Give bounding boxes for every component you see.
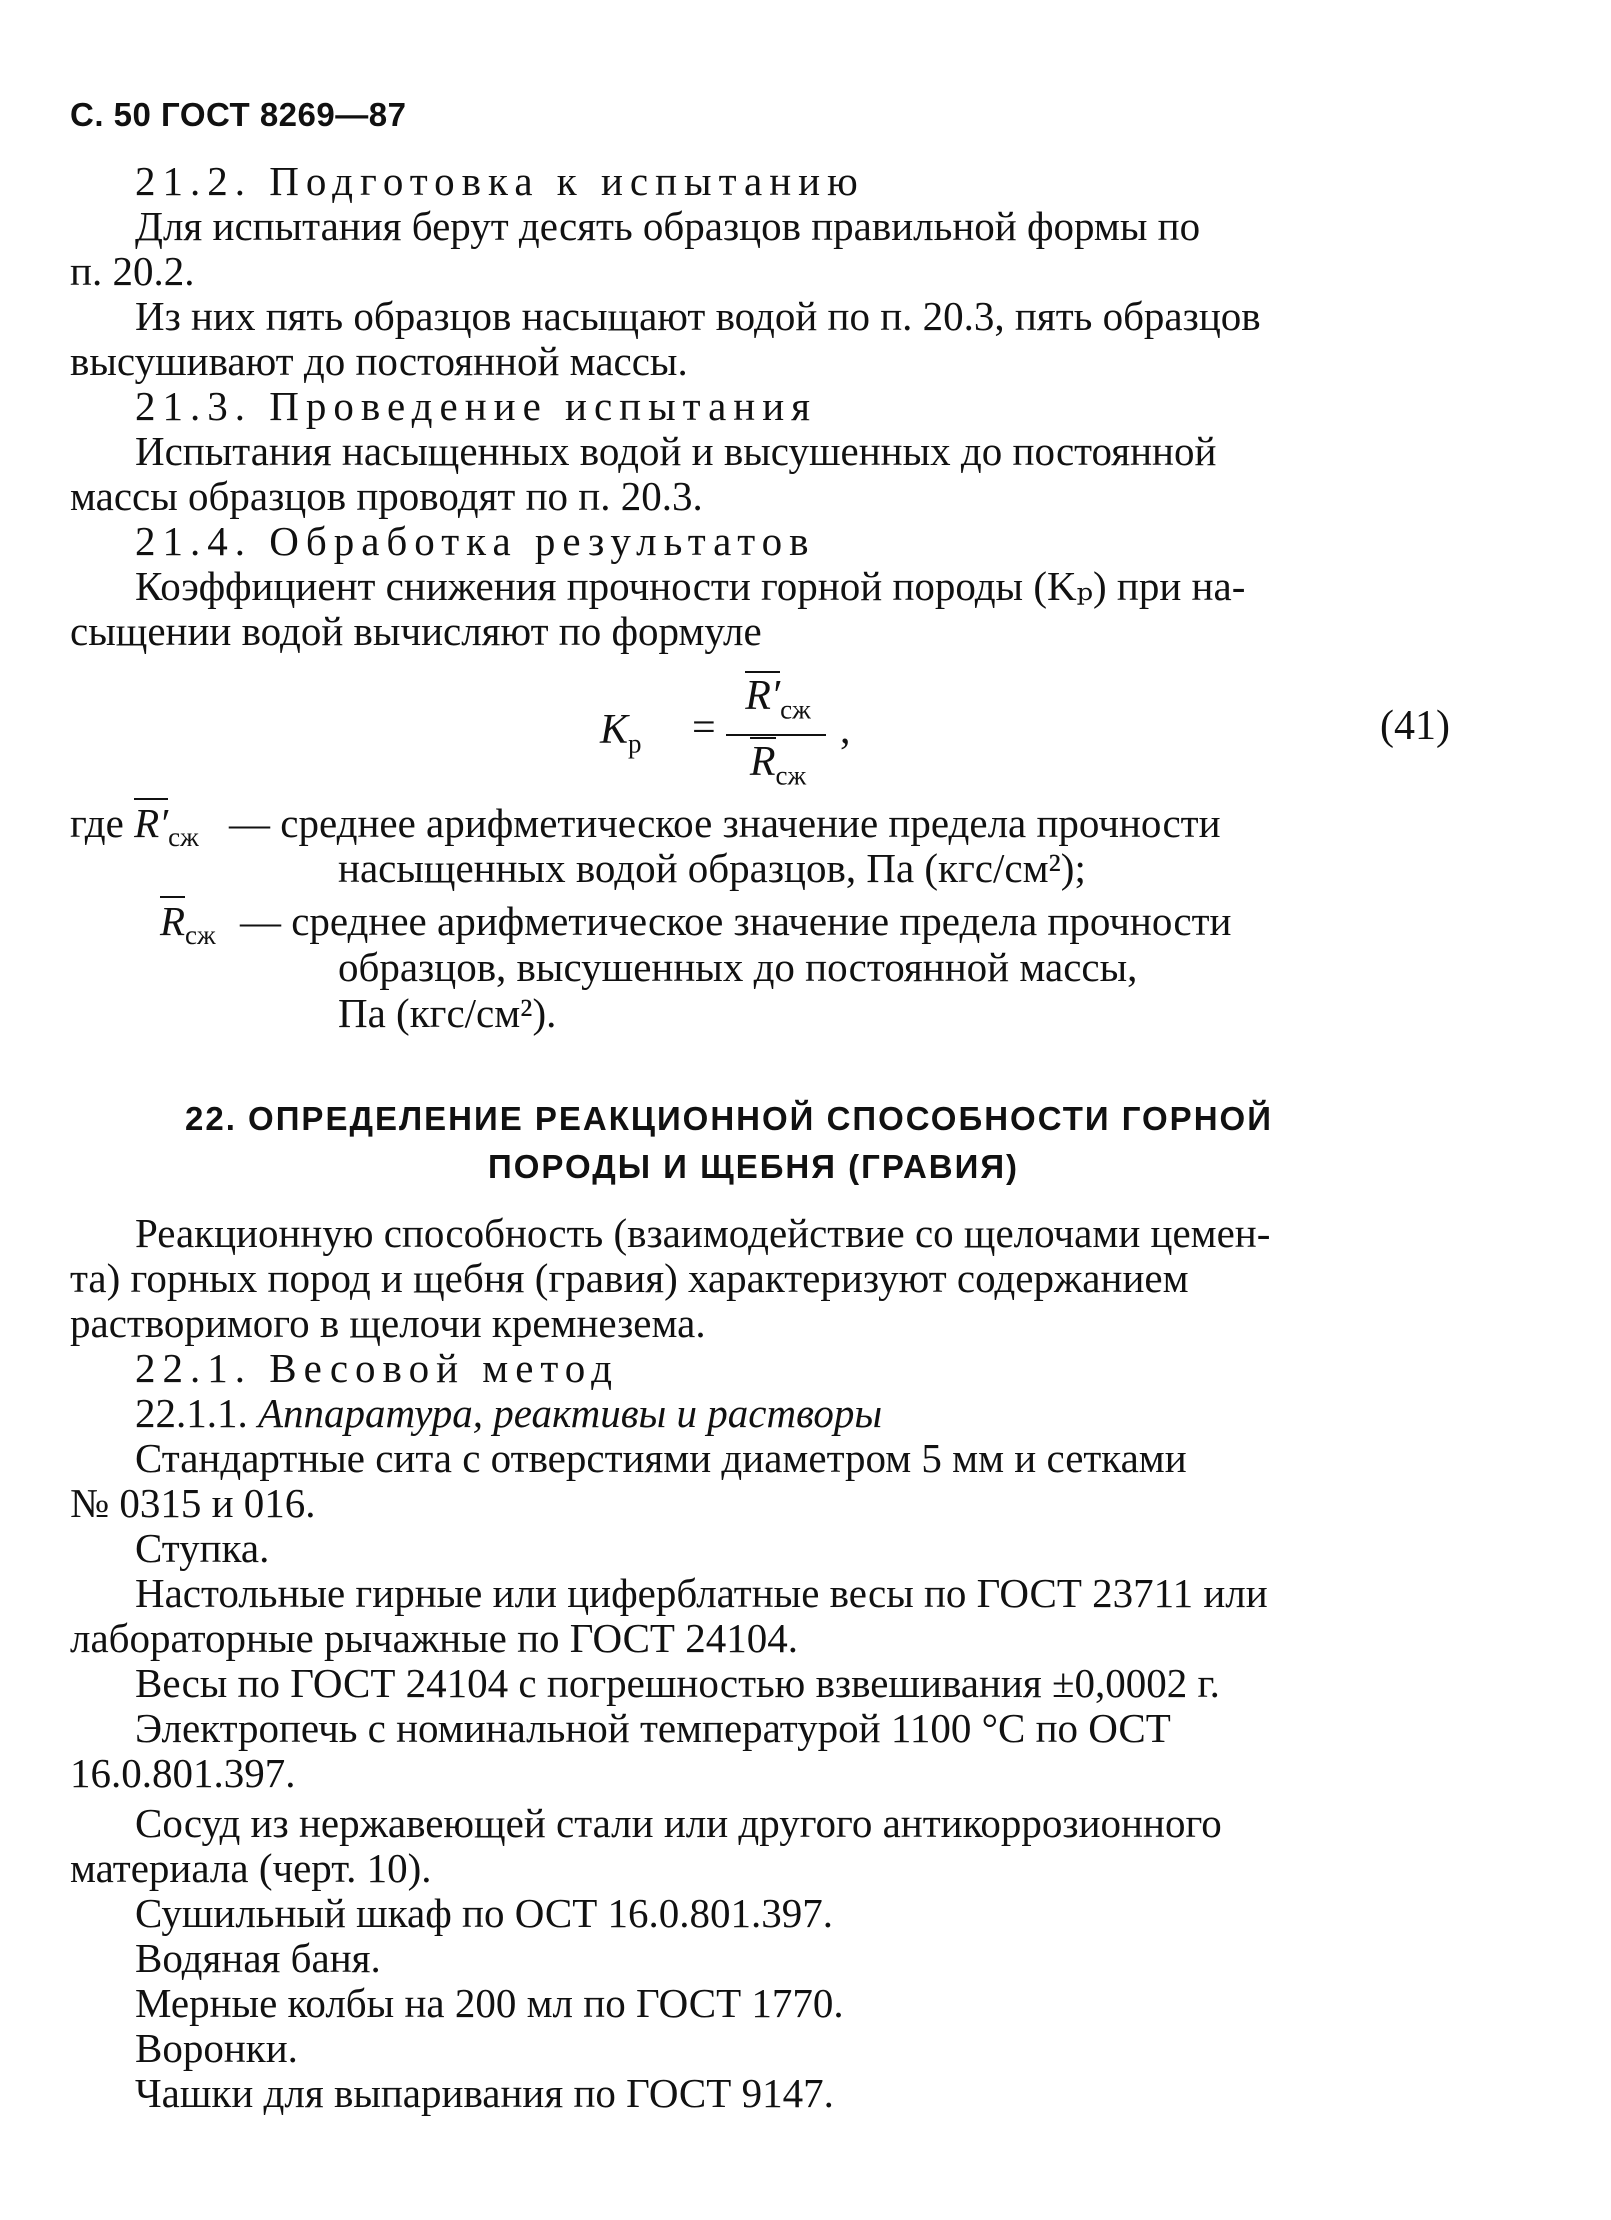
section-22-heading-line2: ПОРОДЫ И ЩЕБНЯ (ГРАВИЯ) xyxy=(488,1148,1020,1185)
equation-number: (41) xyxy=(1380,703,1450,749)
section-21-2-p2-line2: высушивают до постоянной массы. xyxy=(70,338,688,384)
formula-lhs: $K_р$ xyxy=(600,707,642,759)
section-21-3-p1-line2: массы образцов проводят по п. 20.3. xyxy=(70,473,703,519)
item-funnels: Воронки. xyxy=(135,2025,298,2071)
item-scales2: Весы по ГОСТ 24104 с погрешностью взвешивания ±0,0002 г. xyxy=(135,1660,1220,1706)
section-21-2-p1-line2: п. 20.2. xyxy=(70,248,195,294)
section-21-3-title: 21.3. Проведение испытания xyxy=(135,383,818,429)
section-21-3-p1-line1: Испытания насыщенных водой и высушенных до постоянной xyxy=(135,428,1217,474)
item-dryer: Сушильный шкаф по ОСТ 16.0.801.397. xyxy=(135,1890,834,1936)
item-flasks: Мерные колбы на 200 мл по ГОСТ 1770. xyxy=(135,1980,844,2026)
item-dishes: Чашки для выпаривания по ГОСТ 9147. xyxy=(135,2070,834,2116)
item-vessel-line1: Сосуд из нержавеющей стали или другого антикоррозионного xyxy=(135,1800,1222,1846)
section-22-intro-line3: растворимого в щелочи кремнезема. xyxy=(70,1300,706,1346)
where-def2-line3: Па (кгс/см²). xyxy=(338,990,557,1036)
formula-equals: = xyxy=(692,705,716,751)
section-21-2-p2-line1: Из них пять образцов насыщают водой по п. 20.3, пять образцов xyxy=(135,293,1261,339)
section-21-2-p1-line1: Для испытания берут десять образцов правильной формы по xyxy=(135,203,1201,249)
section-22-intro-line1: Реакционную способность (взаимодействие со щелочами цемен- xyxy=(135,1210,1271,1256)
item-sieves-line1: Стандартные сита с отверстиями диаметром 5 мм и сетками xyxy=(135,1435,1187,1481)
section-22-intro-line2: та) горных пород и щебня (гравия) характеризуют содержанием xyxy=(70,1255,1189,1301)
formula-41 xyxy=(600,672,920,791)
item-mortar: Ступка. xyxy=(135,1525,270,1571)
formula-numerator: $R'_{сж}$ xyxy=(745,673,811,725)
item-scales1-line1: Настольные гирные или циферблатные весы по ГОСТ 23711 или xyxy=(135,1570,1268,1616)
section-21-4-p1-line1: Коэффициент снижения прочности горной породы (Kₚ) при на- xyxy=(135,563,1246,609)
item-bath: Водяная баня. xyxy=(135,1935,381,1981)
formula-denominator: $R_{сж}$ xyxy=(749,739,807,791)
where-def1-line2: насыщенных водой образцов, Па (кгс/см²); xyxy=(338,845,1086,891)
section-22-1-title: 22.1. Весовой метод xyxy=(135,1345,619,1391)
def2-symbol: $R_{сж}$ xyxy=(160,898,216,951)
def1-symbol: $R'_{сж}$ xyxy=(134,800,199,853)
section-22-1-1-title: 22.1.1. Аппаратура, реактивы и растворы xyxy=(135,1390,883,1436)
section-21-2-title: 21.2. Подготовка к испытанию xyxy=(135,158,865,204)
item-sieves-line2: № 0315 и 016. xyxy=(70,1480,316,1526)
where-def2-line2: образцов, высушенных до постоянной массы, xyxy=(338,944,1138,990)
page-header: С. 50 ГОСТ 8269—87 xyxy=(70,96,407,133)
where-def2-line1: $R_{сж}$ — среднее арифметическое значение предела прочности xyxy=(160,898,1232,951)
where-def1-line1: где $R'_{сж}$ — среднее арифметическое значение предела прочности xyxy=(70,800,1221,853)
section-22-heading-line1: 22. ОПРЕДЕЛЕНИЕ РЕАКЦИОННОЙ СПОСОБНОСТИ ГОРНОЙ xyxy=(185,1100,1273,1137)
item-furnace-line2: 16.0.801.397. xyxy=(70,1750,296,1796)
item-furnace-line1: Электропечь с номинальной температурой 1100 °С по ОСТ xyxy=(135,1705,1171,1751)
section-21-4-p1-line2: сыщении водой вычисляют по формуле xyxy=(70,608,762,654)
formula-comma: , xyxy=(840,707,851,753)
item-scales1-line2: лабораторные рычажные по ГОСТ 24104. xyxy=(70,1615,798,1661)
item-vessel-line2: материала (черт. 10). xyxy=(70,1845,432,1891)
section-21-4-title: 21.4. Обработка результатов xyxy=(135,518,816,564)
fraction-bar xyxy=(726,734,826,736)
